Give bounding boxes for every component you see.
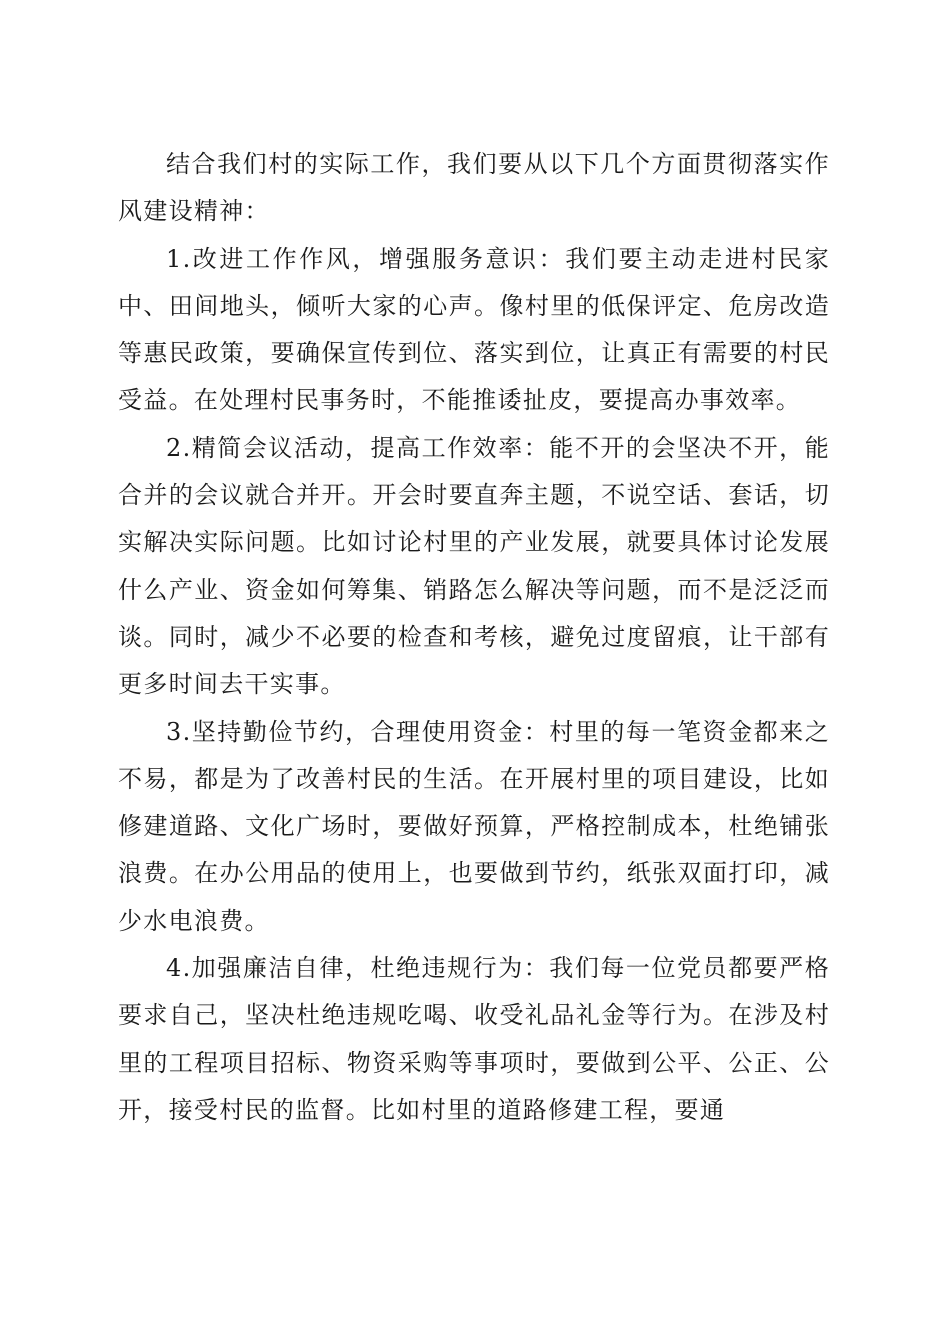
point-3-paragraph: 3.坚持勤俭节约，合理使用资金：村里的每一笔资金都来之不易，都是为了改善村民的生活。在开展村里的项目建设，比如修建道路、文化广场时，要做好预算，严格控制成本，杜绝铺张浪费。在办公用品的使用上，也要做到节约，纸张双面打印，减少水电浪费。 xyxy=(118,717,830,935)
point-2-paragraph: 2.精简会议活动，提高工作效率：能不开的会坚决不开，能合并的会议就合并开。开会时要直奔主题，不说空话、套话，切实解决实际问题。比如讨论村里的产业发展，就要具体讨论发展什么产业、资金如何筹集、销路怎么解决等问题，而不是泛泛而谈。同时，减少不必要的检查和考核，避免过度留痕，让干部有更多时间去干实事。 xyxy=(118,433,830,699)
document-body xyxy=(118,141,830,1134)
point-4-paragraph: 4.加强廉洁自律，杜绝违规行为：我们每一位党员都要严格要求自己，坚决杜绝违规吃喝、收受礼品礼金等行为。在涉及村里的工程项目招标、物资采购等事项时，要做到公平、公正、公开，接受村民的监督。比如村里的道路修建工程，要通 xyxy=(118,954,830,1124)
intro-paragraph: 结合我们村的实际工作，我们要从以下几个方面贯彻落实作风建设精神： xyxy=(118,150,830,226)
point-1-paragraph: 1.改进工作作风，增强服务意识：我们要主动走进村民家中、田间地头，倾听大家的心声。像村里的低保评定、危房改造等惠民政策，要确保宣传到位、落实到位，让真正有需要的村民受益。在处理村民事务时，不能推诿扯皮，要提高办事效率。 xyxy=(118,244,830,415)
